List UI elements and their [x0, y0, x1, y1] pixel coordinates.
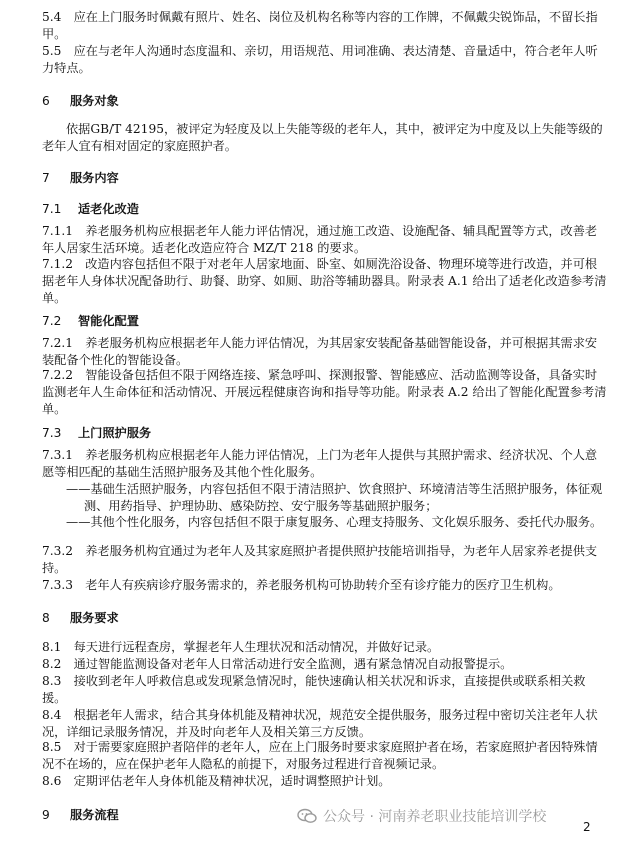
clause-7-3-1: 7.3.1 养老服务机构应根据老年人能力评估情况，上门为老年人提供与其照护需求、经济状况、个人意愿等相匹配的基础生活照护服务及其他个性化服务。 [42, 448, 598, 479]
clause-8-4: 8.4 根据老年人需求，结合其身体机能及精神状况，规范安全提供服务，服务过程中密切关注老年人状况，详细记录服务情况，并及时向老年人及相关第三方反馈。 [42, 708, 598, 739]
clause-5-5: 5.5 应在与老年人沟通时态度温和、亲切，用语规范、用词准确、表达清楚、音量适中，符合老年人听力特点。 [42, 44, 598, 75]
clause-7-1-2: 7.1.2 改造内容包括但不限于对老年人居家地面、卧室、如厕洗浴设备、物理环境等进行改造，并可根据老年人身体状况配备助行、助餐、助穿、如厕、助浴等辅助器具。附录表 A.1 给出了适老化改造参考清单。 [42, 257, 607, 305]
section-8-heading: 8 服务要求 [42, 611, 119, 625]
watermark [297, 806, 546, 826]
dash-item-basic-care: ——基础生活照护服务，内容包括但不限于清洁照护、饮食照护、环境清洁等生活照护服务，体征观测、用药指导、护理协助、感染防控、安宁服务等基础照护服务； [66, 482, 603, 513]
clause-7-2-2: 7.2.2 智能设备包括但不限于网络连接、紧急呼叫、探测报警、智能感应、活动监测等设备，具备实时监测老年人生命体征和活动情况、开展远程健康咨询和指导等功能。附录表 A.2 给出了智能化配置参考清单。 [42, 368, 607, 416]
clause-7-3-2: 7.3.2 养老服务机构宜通过为老年人及其家庭照护者提供照护技能培训指导，为老年人居家养老提供支持。 [42, 544, 598, 575]
clause-8-5: 8.5 对于需要家庭照护者陪伴的老年人，应在上门服务时要求家庭照护者在场，若家庭照护者因特殊情况不在场的，应在保护老年人隐私的前提下，对服务过程进行音视频记录。 [42, 740, 598, 771]
section-7-2-heading: 7.2 智能化配置 [42, 314, 139, 328]
clause-7-2-1: 7.2.1 养老服务机构应根据老年人能力评估情况，为其居家安装配备基础智能设备，并可根据其需求安装配备个性化的智能设备。 [42, 336, 598, 367]
clause-7-3-3: 7.3.3 老年人有疾病诊疗服务需求的，养老服务机构可协助转介至有诊疗能力的医疗卫生机构。 [42, 578, 561, 592]
page-number: 2 [583, 820, 591, 834]
section-7-heading: 7 服务内容 [42, 171, 119, 185]
section-9-heading: 9 服务流程 [42, 808, 119, 822]
section-6-heading: 6 服务对象 [42, 94, 119, 108]
clause-5-4: 5.4 应在上门服务时佩戴有照片、姓名、岗位及机构名称等内容的工作牌，不佩戴尖锐饰品，不留长指甲。 [42, 10, 598, 41]
clause-8-2: 8.2 通过智能监测设备对老年人日常活动进行安全监测，遇有紧急情况自动报警提示。 [42, 657, 513, 671]
dash-item-personalized: ——其他个性化服务，内容包括但不限于康复服务、心理支持服务、文化娱乐服务、委托代办服务。 [66, 515, 603, 529]
section-7-1-heading: 7.1 适老化改造 [42, 202, 139, 216]
clause-8-1: 8.1 每天进行远程查房，掌握老年人生理状况和活动情况，并做好记录。 [42, 640, 440, 654]
clause-7-1-1: 7.1.1 养老服务机构应根据老年人能力评估情况，通过施工改造、设施配备、辅具配置等方式，改善老年人居家生活环境。适老化改造应符合 MZ/T 218 的要求。 [42, 224, 598, 255]
clause-8-3: 8.3 接收到老年人呼救信息或发现紧急情况时，能快速确认相关状况和诉求，直接提供或联系相关救援。 [42, 674, 586, 705]
clause-8-6: 8.6 定期评估老年人身体机能及精神状况，适时调整照护计划。 [42, 774, 391, 788]
watermark-text: 公众号 · 河南养老职业技能培训学校 [323, 809, 547, 825]
wechat-icon [297, 808, 317, 824]
section-7-3-heading: 7.3 上门照护服务 [42, 426, 152, 440]
section-6-body: 依据GB/T 42195，被评定为轻度及以上失能等级的老年人，其中，被评定为中度及以上失能等级的老年人宜有相对固定的家庭照护者。 [42, 122, 603, 153]
